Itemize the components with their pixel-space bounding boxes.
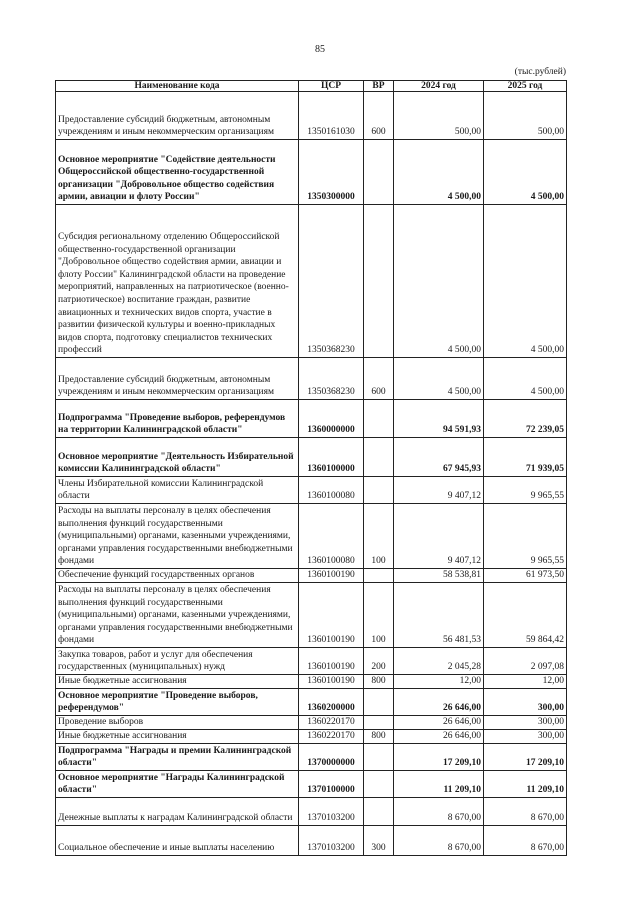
row-vr [364,400,394,438]
row-name: Основное мероприятие "Деятельность Избирательной комиссии Калининградской области" [56,438,299,477]
row-csr: 1360100190 [299,569,364,583]
row-name: Предоставление субсидий бюджетным, автономным учреждениям и иным некоммерческим организациям [56,92,299,140]
row-csr: 1360100190 [299,648,364,675]
row-vr: 800 [364,675,394,689]
header-name: Наименование кода [56,81,299,92]
row-vr [364,744,394,771]
row-2024: 56 481,53 [394,583,484,648]
row-vr: 200 [364,648,394,675]
row-vr [364,716,394,730]
row-vr [364,205,394,358]
row-2024: 8 670,00 [394,826,484,856]
row-2025: 4 500,00 [484,205,567,358]
table-row [56,92,567,140]
row-csr: 1370100000 [299,771,364,798]
budget-table [55,80,567,856]
row-csr: 1360220170 [299,716,364,730]
row-2025: 300,00 [484,730,567,744]
table-row [56,798,567,826]
row-vr: 800 [364,730,394,744]
row-2025: 9 965,55 [484,504,567,569]
row-2024: 26 646,00 [394,689,484,716]
row-name: Расходы на выплаты персоналу в целях обеспечения выполнения функций государственными (муниципальными) органами, казенными учреждениями, органами управления государственными внебюджетными фондами [56,583,299,648]
row-vr [364,477,394,504]
row-vr: 100 [364,583,394,648]
row-vr: 300 [364,826,394,856]
row-name: Закупка товаров, работ и услуг для обеспечения государственных (муниципальных) нужд [56,648,299,675]
table-row [56,358,567,400]
row-name: Иные бюджетные ассигнования [56,675,299,689]
row-name: Субсидия региональному отделению Общероссийской общественно-государственной организации "Добровольное общество содействия армии, авиации и флоту России" Калининградской области на проведение мероприятий, направленных на патриотическое (военно-патриотическое) воспитание граждан, развитие авиационных и технических видов спорта, участие в развитии физической культуры и военно-прикладных видов спорта, подготовку специалистов технических профессий [56,205,299,358]
row-name: Иные бюджетные ассигнования [56,730,299,744]
row-name: Основное мероприятие "Проведение выборов, референдумов" [56,689,299,716]
table-row [56,648,567,675]
row-csr: 1360100080 [299,504,364,569]
row-2025: 4 500,00 [484,358,567,400]
row-2025: 59 864,42 [484,583,567,648]
row-2024: 9 407,12 [394,477,484,504]
units-note: (тыс.рублей) [514,67,566,77]
row-name: Денежные выплаты к наградам Калининградской области [56,798,299,826]
row-2024: 4 500,00 [394,205,484,358]
row-csr: 1360000000 [299,400,364,438]
row-2025: 9 965,55 [484,477,567,504]
table-row [56,689,567,716]
row-vr [364,771,394,798]
table-row [56,400,567,438]
row-name: Социальное обеспечение и иные выплаты населению [56,826,299,856]
row-2024: 12,00 [394,675,484,689]
row-vr: 600 [364,92,394,140]
table-row [56,771,567,798]
row-csr: 1360220170 [299,730,364,744]
table-row [56,744,567,771]
table-row [56,569,567,583]
row-2025: 11 209,10 [484,771,567,798]
row-csr: 1360200000 [299,689,364,716]
page-number: 85 [315,44,325,55]
table-row [56,716,567,730]
row-vr [364,140,394,205]
row-name: Расходы на выплаты персоналу в целях обеспечения выполнения функций государственными (муниципальными) органами, казенными учреждениями, органами управления государственными внебюджетными фондами [56,504,299,569]
header-vr: ВР [364,81,394,92]
row-vr: 100 [364,504,394,569]
row-vr: 600 [364,358,394,400]
row-vr [364,569,394,583]
row-2025: 300,00 [484,689,567,716]
row-vr [364,689,394,716]
row-2025: 71 939,05 [484,438,567,477]
row-name: Предоставление субсидий бюджетным, автономным учреждениям и иным некоммерческим организациям [56,358,299,400]
table-row [56,504,567,569]
header-2025: 2025 год [484,81,567,92]
row-name: Обеспечение функций государственных органов [56,569,299,583]
row-csr: 1360100190 [299,675,364,689]
row-2024: 4 500,00 [394,358,484,400]
row-2024: 17 209,10 [394,744,484,771]
row-2025: 12,00 [484,675,567,689]
row-2024: 26 646,00 [394,730,484,744]
row-name: Подпрограмма "Проведение выборов, референдумов на территории Калининградской области" [56,400,299,438]
row-name: Основное мероприятие "Содействие деятельности Общероссийской общественно-государственной организации "Добровольное общество содействия армии, авиации и флоту России" [56,140,299,205]
row-2024: 9 407,12 [394,504,484,569]
row-2024: 2 045,28 [394,648,484,675]
row-2024: 11 209,10 [394,771,484,798]
row-2024: 67 945,93 [394,438,484,477]
table-row [56,826,567,856]
row-2025: 8 670,00 [484,798,567,826]
header-2024: 2024 год [394,81,484,92]
row-2024: 500,00 [394,92,484,140]
row-name: Основное мероприятие "Награды Калининградской области" [56,771,299,798]
table-row [56,140,567,205]
row-csr: 1350300000 [299,140,364,205]
row-vr [364,798,394,826]
row-name: Члены Избирательной комиссии Калининградской области [56,477,299,504]
row-csr: 1360100080 [299,477,364,504]
table-row [56,205,567,358]
table-row [56,730,567,744]
row-2025: 500,00 [484,92,567,140]
row-name: Проведение выборов [56,716,299,730]
row-2024: 4 500,00 [394,140,484,205]
row-2025: 17 209,10 [484,744,567,771]
row-2024: 58 538,81 [394,569,484,583]
row-2025: 4 500,00 [484,140,567,205]
row-csr: 1370103200 [299,798,364,826]
row-csr: 1350368230 [299,358,364,400]
row-2024: 8 670,00 [394,798,484,826]
row-csr: 1360100000 [299,438,364,477]
row-csr: 1370000000 [299,744,364,771]
row-csr: 1370103200 [299,826,364,856]
row-name: Подпрограмма "Награды и премии Калининградской области" [56,744,299,771]
table-header-row [56,81,567,92]
row-2025: 300,00 [484,716,567,730]
row-2024: 94 591,93 [394,400,484,438]
row-2025: 72 239,05 [484,400,567,438]
row-csr: 1360100190 [299,583,364,648]
row-csr: 1350368230 [299,205,364,358]
row-2025: 61 973,50 [484,569,567,583]
row-2025: 2 097,08 [484,648,567,675]
table-row [56,438,567,477]
header-csr: ЦСР [299,81,364,92]
row-vr [364,438,394,477]
table-row [56,675,567,689]
row-csr: 1350161030 [299,92,364,140]
row-2024: 26 646,00 [394,716,484,730]
table-row [56,583,567,648]
row-2025: 8 670,00 [484,826,567,856]
table-row [56,477,567,504]
